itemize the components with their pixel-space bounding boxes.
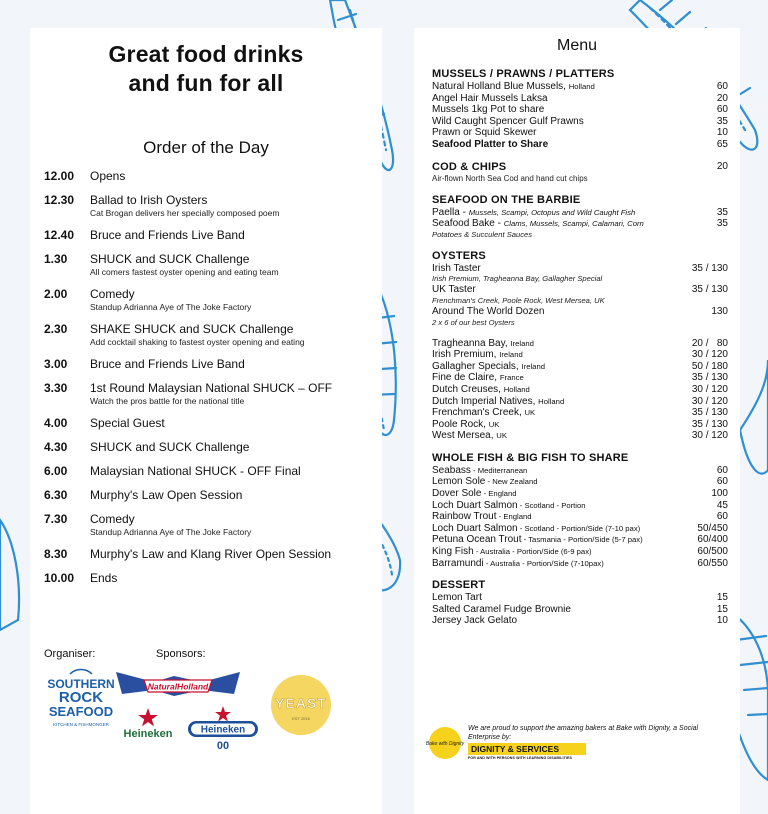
item-origin: UK [496,431,507,441]
schedule-time: 1.30 [44,252,68,266]
item-price: 35 [716,115,728,127]
schedule-item [44,440,380,455]
schedule-item [44,547,380,562]
section-heading: SEAFOOD ON THE BARBIE [432,193,581,206]
schedule-time: 12.40 [44,228,75,242]
schedule-desc: Watch the pros battle for the national title [90,396,245,406]
item-price: 65 [716,138,728,150]
schedule-item [44,228,380,243]
item-name: Mussels 1kg Pot to share [432,104,545,116]
schedule-time: 6.30 [44,488,68,502]
schedule-title: Comedy [90,287,135,301]
item-price: 35 / 130 [691,262,728,274]
menu-item [432,349,728,361]
item-price: 20 / 80 [691,337,728,349]
item-origin: UK [488,419,500,429]
item-name: Fine de Claire, [432,372,498,384]
schedule-time: 7.30 [44,512,68,526]
section-heading: WHOLE FISH & BIG FISH TO SHARE [432,451,629,464]
schedule-time: 4.00 [44,416,68,430]
menu-section-dessert [432,579,728,627]
menu-item [432,284,728,296]
schedule-title: Ends [90,571,118,585]
schedule-item [44,193,380,219]
menu-item [432,500,728,512]
menu-item [432,139,728,151]
menu-title: Menu [556,37,598,54]
menu-section-barbie [432,194,728,240]
item-desc: Air-flown North Sea Cod and hand cut chips [432,173,588,183]
item-name: Poole Rock, [432,418,486,430]
section-heading: COD & CHIPS [432,160,507,173]
headline: Great food drinks [108,41,304,67]
item-name: UK Taster [432,284,476,296]
schedule-title: Bruce and Friends Live Band [90,228,245,242]
menu-item [432,338,728,350]
menu-item [432,361,728,373]
schedule-title: Malaysian National SHUCK - OFF Final [90,464,301,478]
item-origin: Holland [538,396,565,406]
item-price: 130 [711,305,728,317]
schedule-time: 10.00 [44,571,75,585]
item-name: Seafood Bake [432,218,495,230]
menu-item [432,488,728,500]
item-price: 35 [716,206,728,218]
item-name: Prawn or Squid Skewer [432,127,537,139]
menu-item [432,384,728,396]
logo-text: Heineken [123,728,173,740]
mussel-shell-icon [740,360,768,474]
logo-text: 00 [216,740,230,752]
schedule-time: 2.00 [44,287,68,301]
schedule-item [44,169,380,184]
schedule-time: 3.30 [44,381,68,395]
menu-section-cod [432,161,728,184]
menu-panel [414,28,740,814]
item-origin: - Scotland - Portion/Side (7-10 pax) [517,523,641,533]
item-name: Angel Hair Mussels Laksa [432,92,548,104]
menu-item [432,372,728,384]
schedule-item [44,464,380,479]
item-price: 100 [711,488,728,500]
item-desc: Potatoes & Succulent Sauces [432,229,533,239]
menu-section-mussels [432,68,728,151]
item-name: Gallagher Specials, [432,360,519,372]
item-price: 35 / 130 [691,284,728,296]
mussel-shell-icon [0,520,19,630]
item-price: 60/550 [697,557,728,569]
schedule-time: 2.30 [44,322,68,336]
item-origin: - Australia - Portion/Side (6-9 pax) [473,547,592,557]
schedule-title: Bruce and Friends Live Band [90,357,245,371]
schedule-time: 12.30 [44,193,75,207]
item-name: Frenchman's Creek, [432,407,522,419]
item-origin: Holland [568,82,595,91]
yeast-logo [270,674,332,736]
schedule-title: SHUCK and SUCK Challenge [90,252,250,266]
item-origin: - Tasmania - Portion/Side (5-7 pax) [521,535,643,545]
item-name: Salted Caramel Fudge Brownie [432,603,571,615]
item-name: Natural Holland Blue Mussels, [432,81,566,92]
schedule-time: 12.00 [44,169,75,183]
item-name: Petuna Ocean Trout [432,534,522,546]
item-name: Dover Sole [432,488,482,500]
item-origin: - Australia - Portion/Side (7-10pax) [483,558,604,568]
menu-item [432,592,728,604]
charity-text: We are proud to support the amazing bakers at Bake with Dignity, a Social Enterprise by: [468,725,699,741]
sponsors-label: Sponsors: [156,648,206,660]
menu-item [432,546,728,558]
logo-text: SEAFOOD [48,704,114,719]
item-price: 30 / 120 [691,395,728,407]
item-price: 15 [716,603,728,615]
charity-footer [425,724,728,764]
item-origin: - England [481,489,517,499]
menu-item [432,419,728,431]
schedule-item [44,287,380,313]
schedule-desc: Standup Adrianna Aye of The Joke Factory [90,302,252,312]
item-price: 15 [716,592,728,604]
menu-item [432,116,728,128]
menu-content [432,68,728,637]
schedule-title: Opens [90,169,126,183]
schedule-title: SHAKE SHUCK and SUCK Challenge [90,322,294,336]
item-price: 30 / 120 [691,383,728,395]
item-price: 35 / 130 [691,407,728,419]
menu-item [432,127,728,139]
menu-item: Paella - Mussels, Scampi, Octopus and Wild Caught Fish 35 [432,206,728,218]
item-price: 35 / 130 [691,372,728,384]
schedule-title: 1st Round Malaysian National SHUCK – OFF [90,381,333,395]
item-name: Loch Duart Salmon [432,522,518,534]
item-name: Irish Premium, [432,349,497,361]
schedule-item [44,357,380,372]
item-origin: - New Zealand [485,477,538,487]
item-price: 10 [716,127,728,139]
item-name: Seabass [432,464,471,476]
menu-item [432,604,728,616]
schedule-item [44,322,380,348]
schedule-title: Ballad to Irish Oysters [90,193,208,207]
item-name: King Fish [432,546,474,558]
schedule-title: Murphy's Law and Klang River Open Session [90,547,332,561]
menu-item [432,396,728,408]
schedule-item [44,512,380,538]
item-price: 50 / 180 [691,360,728,372]
schedule-item [44,252,380,278]
item-price: 60 [716,511,728,523]
natural-holland-logo [114,668,242,702]
item-price: 60 [716,476,728,488]
menu-item [432,306,728,318]
menu-section-whole-fish [432,452,728,569]
menu-item [432,523,728,535]
logo-text: ROCK [58,689,104,706]
item-origin: Ireland [510,338,534,348]
menu-item [432,161,728,174]
menu-section-oysters [432,250,728,442]
item-desc: Clams, Mussels, Scampi, Calamari, Corn [503,219,644,229]
wave-icon [70,670,92,675]
item-desc: Frenchman's Creek, Poole Rock, West Mersea, UK [432,295,605,305]
item-name: Rainbow Trout [432,511,497,523]
dignity-services-tagline: FOR AND WITH PERSONS WITH LEARNING DISABILITIES [468,756,572,760]
item-origin: Holland [503,384,530,394]
menu-item [432,430,728,442]
item-price: 35 / 130 [691,418,728,430]
item-name: Lemon Tart [432,592,482,604]
schedule-time: 4.30 [44,440,68,454]
item-price: 20 [716,92,728,104]
organiser-label: Organiser: [44,648,96,660]
menu-item [432,476,728,488]
bake-with-dignity-logo [425,726,465,760]
schedule-title: Special Guest [90,416,165,430]
item-desc: Mussels, Scampi, Octopus and Wild Caught Fish [468,207,636,217]
logo-text: YEAST [275,695,327,711]
logo-text: NaturalHolland [147,681,209,692]
item-origin: - Scotland - Portion [517,500,586,510]
heineken-zero-logo [184,704,262,752]
schedule-title: SHUCK and SUCK Challenge [90,440,250,454]
menu-item [432,81,728,93]
item-price: 20 [716,160,728,172]
order-of-day-title: Order of the Day [143,138,269,157]
item-name: West Mersea, [432,430,494,442]
item-price: 60 [716,81,728,92]
item-price: 45 [716,499,728,511]
item-desc: Irish Premium, Tragheanna Bay, Gallagher Special [432,274,603,284]
schedule-item [44,488,380,503]
schedule-item [44,381,380,407]
dignity-services-badge: DIGNITY & SERVICES [468,743,586,755]
logo-text: EST 2016 [292,716,310,721]
star-icon [215,706,231,722]
southern-rock-seafood-logo [42,668,120,730]
item-origin: UK [524,408,536,418]
schedule-desc: Add cocktail shaking to fastest oyster opening and eating [90,337,305,347]
menu-item [432,511,728,523]
item-name: Lemon Sole [432,476,486,488]
item-origin: - Mediterranean [470,465,528,475]
item-price: 35 [716,218,728,230]
schedule-desc: Cat Brogan delivers her specially composed poem [90,208,280,218]
item-origin: Ireland [521,361,546,371]
menu-item [432,558,728,570]
item-price: 10 [716,615,728,627]
item-price: 60 [716,464,728,476]
item-name: Dutch Creuses, [432,383,501,395]
menu-item [432,263,728,275]
item-origin: France [499,373,524,383]
heineken-logo [114,702,182,740]
item-name: Irish Taster [432,262,481,274]
item-price: 30 / 120 [691,430,728,442]
menu-item [432,104,728,116]
headline: and fun for all [128,70,284,96]
item-origin: Ireland [499,350,523,360]
section-heading: OYSTERS [432,249,486,262]
item-name: Paella [432,206,460,218]
menu-item: Seafood Bake - Clams, Mussels, Scampi, Calamari, Corn 35 [432,218,728,230]
menu-item [432,534,728,546]
item-name: Tragheanna Bay, [432,337,508,349]
item-price: 50/450 [697,522,728,534]
item-name: Loch Duart Salmon [432,499,518,511]
item-name: Jersey Jack Gelato [432,615,518,627]
item-price: 60 [716,104,728,116]
schedule-time: 6.00 [44,464,68,478]
logo-text: Bake with Dignity [425,741,465,747]
star-icon [138,708,158,726]
schedule-time: 8.30 [44,547,68,561]
schedule-title: Murphy's Law Open Session [90,488,243,502]
schedule-time: 3.00 [44,357,68,371]
menu-item [432,93,728,105]
event-panel [30,28,382,814]
item-name: Barramundi [432,557,484,569]
logo-text: KITCHEN & FISHMONGER [53,722,109,727]
menu-item [432,615,728,627]
item-price: 60/400 [697,534,728,546]
item-name: Seafood Platter to Share [432,138,549,150]
item-price: 30 / 120 [691,349,728,361]
logo-text: SOUTHERN [47,677,115,691]
schedule-desc: All comers fastest oyster opening and eating team [90,267,279,277]
schedule-item [44,416,380,431]
menu-item [432,465,728,477]
section-heading: DESSERT [432,579,486,592]
menu-item [432,407,728,419]
schedule-list [44,169,380,595]
schedule-item [44,571,380,586]
item-desc: 2 x 6 of our best Oysters [432,317,515,327]
schedule-desc: Standup Adrianna Aye of The Joke Factory [90,527,252,537]
logo-text: Heineken [200,724,246,736]
item-name: Dutch Imperial Natives, [432,395,536,407]
section-heading: MUSSELS / PRAWNS / PLATTERS [432,68,615,80]
item-origin: - England [496,512,532,522]
item-price: 60/500 [697,546,728,558]
schedule-title: Comedy [90,512,135,526]
item-name: Around The World Dozen [432,305,545,317]
item-name: Wild Caught Spencer Gulf Prawns [432,115,584,127]
